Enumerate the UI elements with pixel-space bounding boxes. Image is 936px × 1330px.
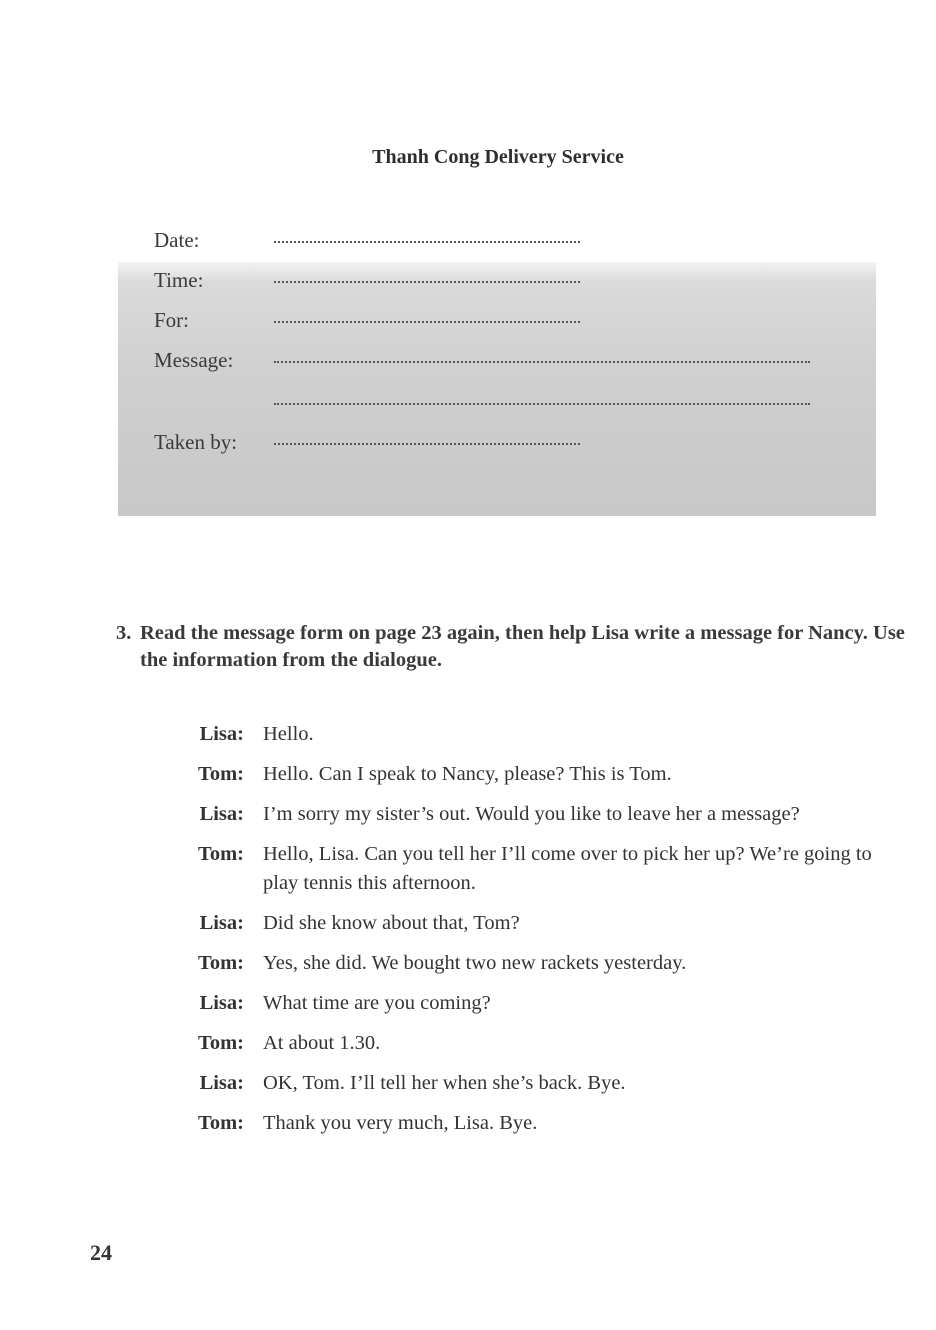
for-label: For:: [154, 308, 190, 332]
message-blank-1: [274, 361, 810, 363]
speaker-name: Tom:: [198, 843, 244, 865]
message-blank-2: [274, 403, 810, 405]
time-blank: [274, 281, 580, 283]
speaker-name: Lisa:: [199, 1072, 244, 1094]
speech-text: I’m sorry my sister’s out. Would you like to leave her a message?: [263, 803, 800, 825]
speaker-name: Tom:: [198, 1032, 244, 1054]
speaker-name: Tom:: [198, 952, 244, 974]
speech-text: What time are you coming?: [263, 992, 491, 1014]
message-label: Message:: [154, 348, 234, 372]
speech-text: Thank you very much, Lisa. Bye.: [263, 1112, 538, 1134]
speaker-name: Lisa:: [199, 912, 244, 934]
date-blank: [274, 241, 580, 243]
speaker-name: Lisa:: [199, 723, 244, 745]
exercise-instruction: [116, 620, 906, 674]
speech-text: Hello. Can I speak to Nancy, please? This is Tom.: [263, 763, 672, 785]
time-label: Time:: [154, 268, 204, 292]
speech-text: OK, Tom. I’ll tell her when she’s back. Bye.: [263, 1072, 626, 1094]
exercise-number: 3.: [116, 622, 132, 644]
speech-text: Hello.: [263, 723, 314, 745]
taken-by-label: Taken by:: [154, 430, 238, 454]
page-number: 24: [90, 1240, 112, 1265]
speech-text: Did she know about that, Tom?: [263, 912, 520, 934]
exercise-text: Read the message form on page 23 again, then help Lisa write a message for Nancy. Use the information from the dialogue.: [140, 622, 905, 671]
speech-text: Yes, she did. We bought two new rackets yesterday.: [263, 952, 687, 974]
for-blank: [274, 321, 580, 323]
date-label: Date:: [154, 228, 200, 252]
taken-by-blank: [274, 443, 580, 445]
speech-text: At about 1.30.: [263, 1032, 381, 1054]
speaker-name: Tom:: [198, 1112, 244, 1134]
speaker-name: Lisa:: [199, 992, 244, 1014]
form-background: [118, 262, 876, 516]
form-title: Thanh Cong Delivery Service: [372, 146, 624, 168]
speech-text: Hello, Lisa. Can you tell her I’ll come over to pick her up? We’re going to play tennis this afternoon.: [263, 843, 872, 894]
speaker-name: Tom:: [198, 763, 244, 785]
speaker-name: Lisa:: [199, 803, 244, 825]
